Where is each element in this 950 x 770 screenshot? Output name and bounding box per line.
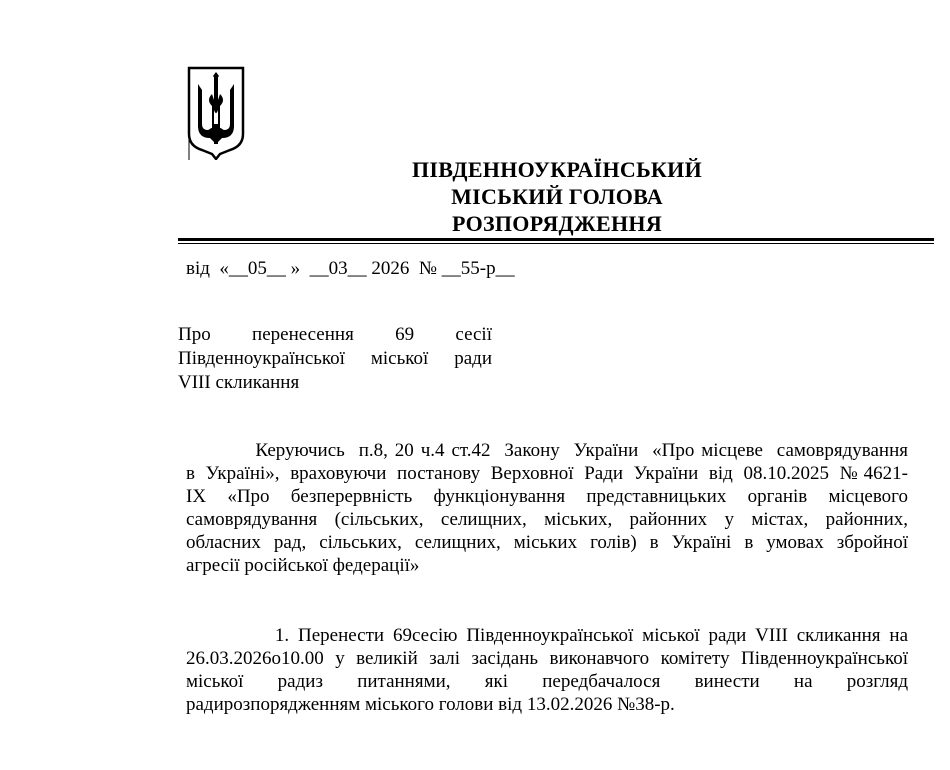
item-1-line: радирозпорядженням міського голови від 13.02.2026 №38-р. <box>186 694 675 715</box>
item-1-paragraph <box>186 624 908 716</box>
org-name-heading: ПІВДЕННОУКРАЇНСЬКИЙ <box>411 157 702 182</box>
preamble-line: IX «Про безперервність функціонування представницьких органів місцевого <box>186 486 908 507</box>
document-type-heading: РОЗПОРЯДЖЕННЯ <box>451 211 663 236</box>
topic-line-1: Про перенесення 69 сесії <box>178 324 492 345</box>
preamble-paragraph <box>186 439 908 577</box>
preamble-line: в Україні», враховуючи постанову Верховної Ради України від 08.10.2025 №4621- <box>186 463 908 484</box>
item-1-line: 1. Перенести 69сесію Південноукраїнської міської ради VIII скликання на <box>186 625 909 646</box>
header-rule-thick <box>178 238 934 241</box>
preamble-line: обласних рад, сільських, селищних, міських голів) в Україні в умовах збройної <box>186 532 908 553</box>
preamble-line: Керуючись п.8, 20 ч.4 ст.42 Закону України «Про місцеве самоврядування <box>186 440 909 461</box>
coat-of-arms-icon <box>186 66 246 160</box>
date-number-line: від «__05__ » __03__ 2026 № __55-р__ <box>186 258 515 279</box>
item-1-line: міської радиз питаннями, які передбачалося винести на розгляд <box>186 671 908 692</box>
topic-line-2: Південноукраїнської міської ради <box>178 348 492 369</box>
item-1-line: 26.03.2026о10.00 у великій залі засідань виконавчого комітету Південноукраїнської <box>186 648 908 669</box>
preamble-line: агресії російської федерації» <box>186 555 420 576</box>
topic-line-3: VIII скликання <box>178 372 300 393</box>
official-title-heading: МІСЬКИЙ ГОЛОВА <box>451 184 663 209</box>
preamble-line: самоврядування (сільських, селищних, міських, районних у містах, районних, <box>186 509 908 530</box>
header-rule-thin <box>178 243 934 244</box>
